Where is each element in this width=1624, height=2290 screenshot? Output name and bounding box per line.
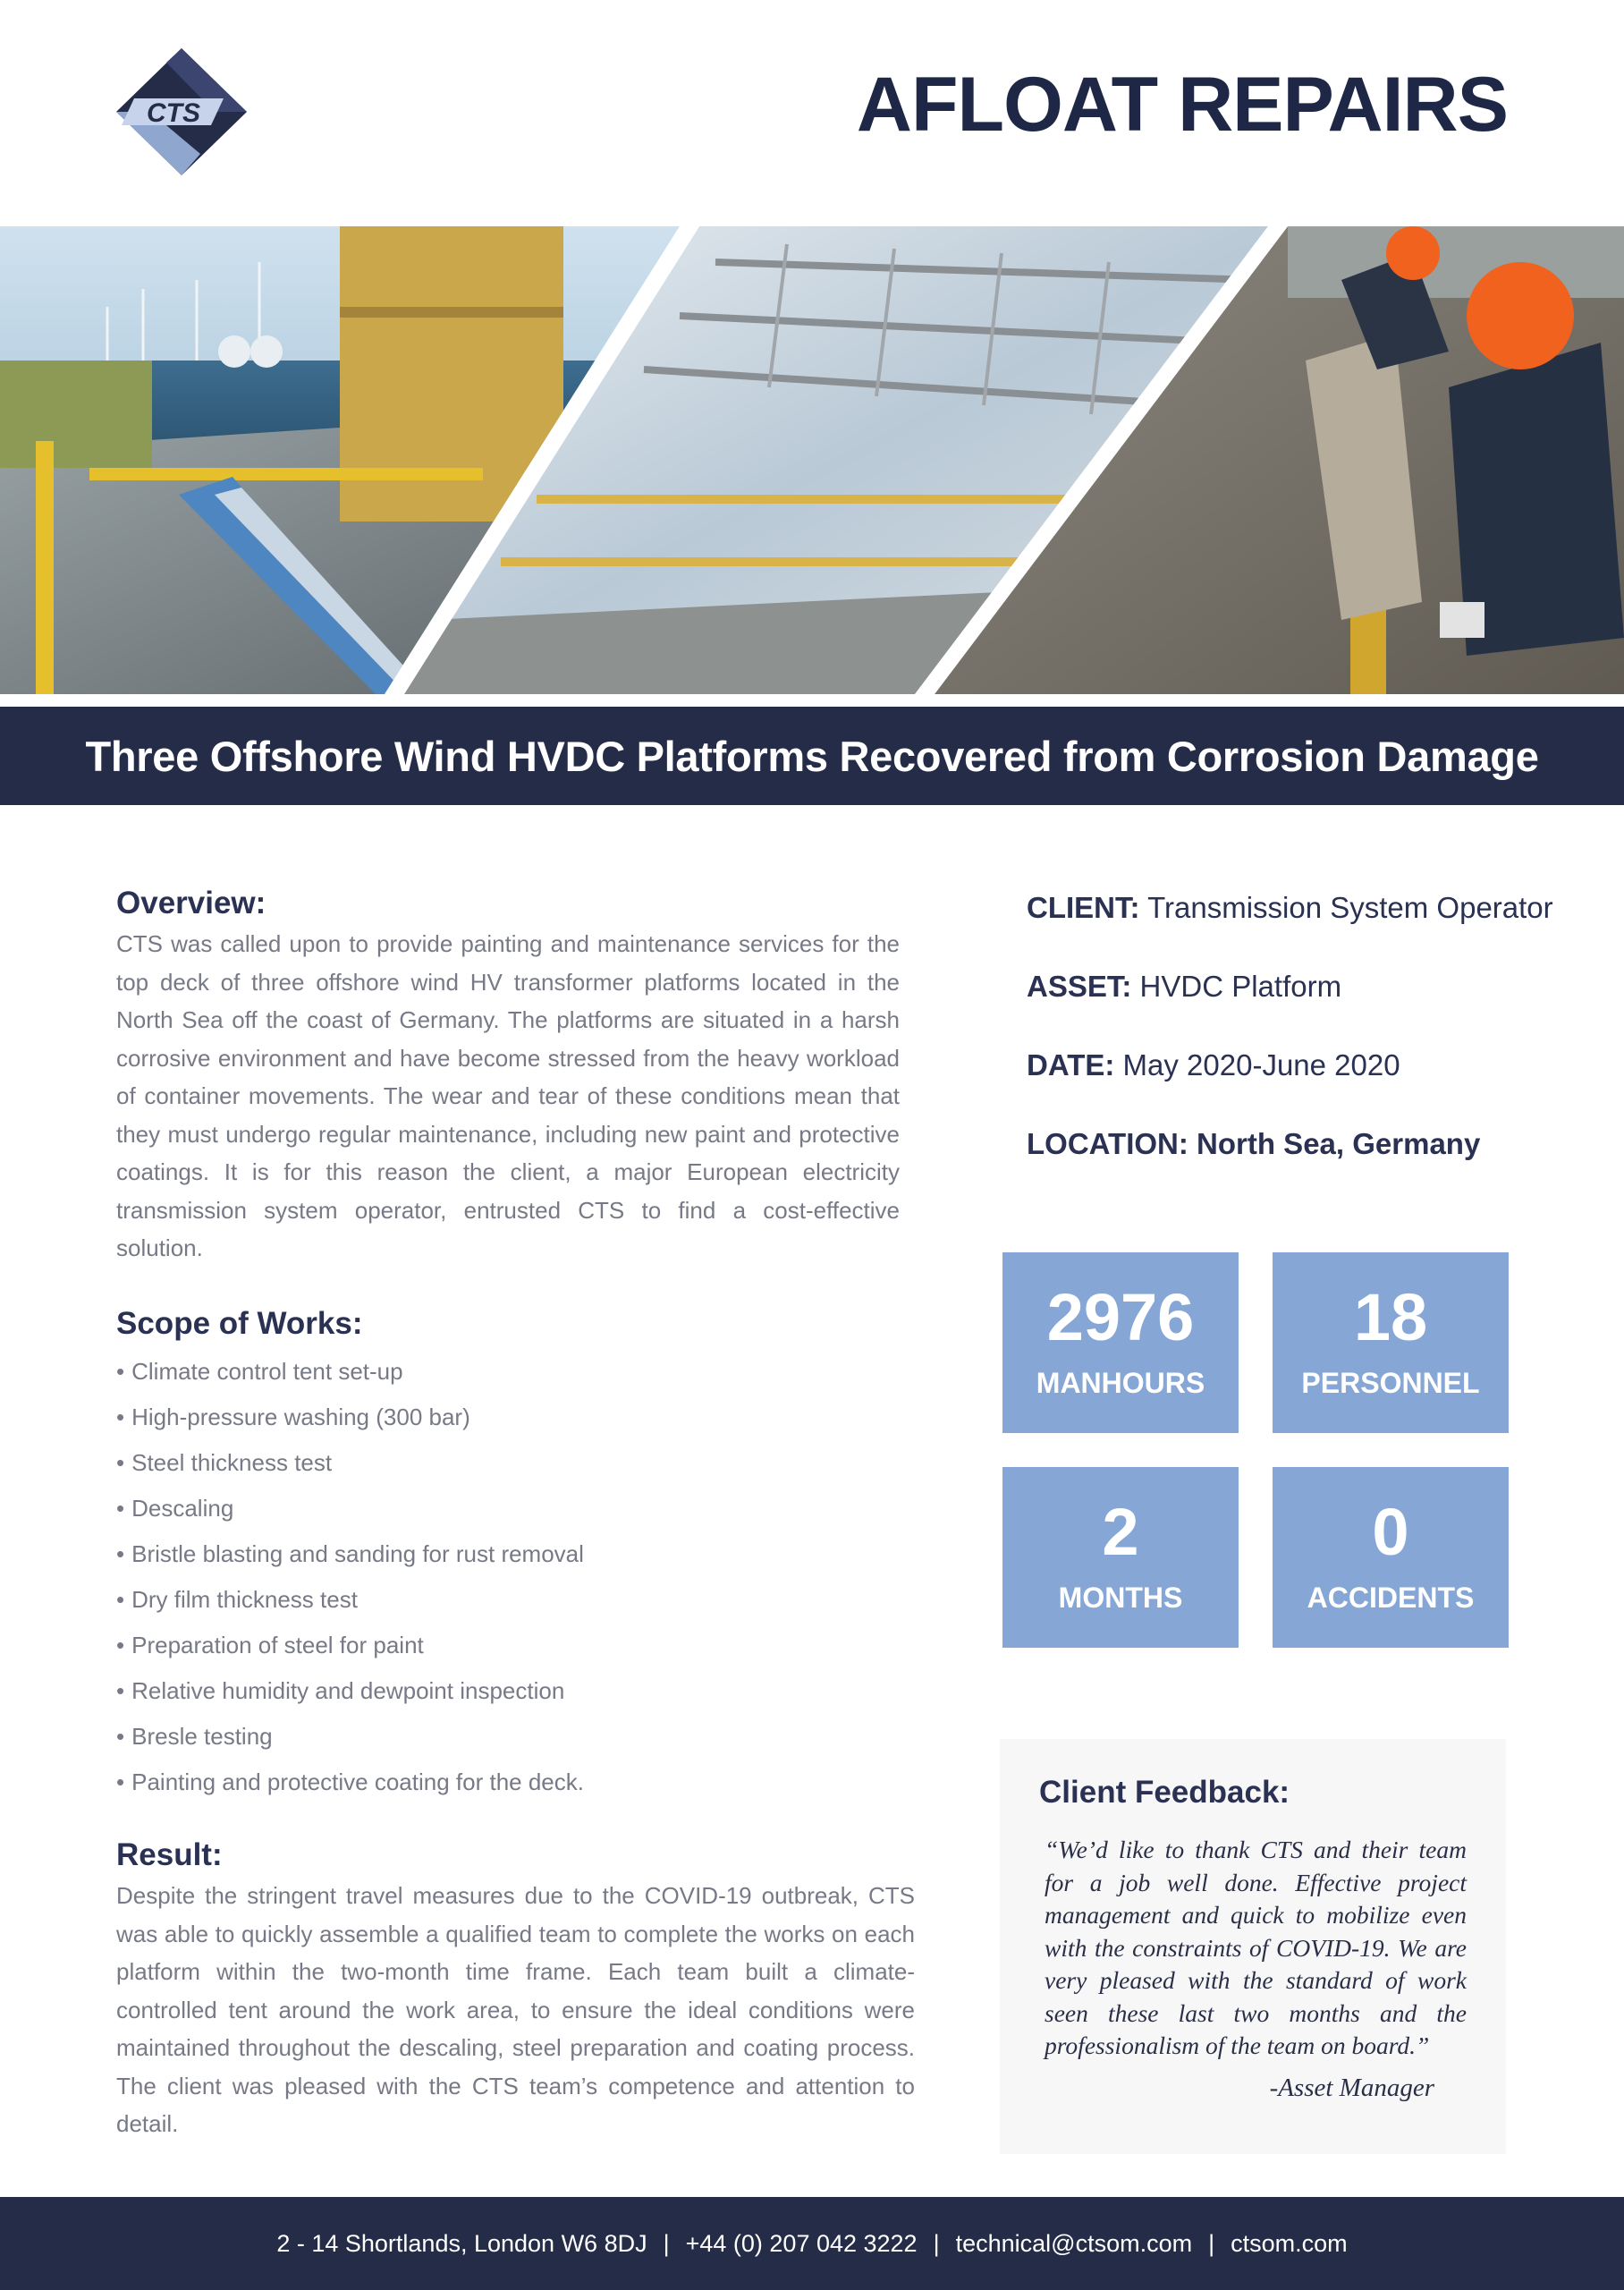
client-row [1027,886,1599,964]
headline-banner: Three Offshore Wind HVDC Platforms Recovered from Corrosion Damage [0,707,1624,805]
logo-text: CTS [147,98,200,128]
stat-label: MONTHS [1058,1582,1183,1614]
overview-section [116,886,900,1268]
list-item: • Bresle testing [116,1714,900,1760]
list-item: • Steel thickness test [116,1440,900,1486]
stat-value: 18 [1353,1280,1428,1354]
date-value: May 2020-June 2020 [1122,1048,1400,1081]
footer-separator: | [1208,2229,1215,2257]
stat-accidents [1273,1467,1509,1648]
scope-heading: Scope of Works: [116,1306,363,1341]
footer-phone[interactable]: +44 (0) 207 042 3222 [685,2229,918,2257]
stat-manhours [1002,1252,1239,1433]
feedback-quote: “We’d like to thank CTS and their team for a job well done. Effective project management and quick to mobilize even with the constraints of COVID-19. We are very pleased with the standard of work seen these last two months and the professionalism of the team on board.” [1045,1836,1467,2059]
footer-website-link[interactable]: ctsom.com [1231,2229,1348,2257]
cts-logo [114,47,249,177]
client-feedback-box [1000,1739,1506,2154]
stat-months [1002,1467,1239,1648]
list-item: • Relative humidity and dewpoint inspection [116,1668,900,1714]
stat-personnel [1273,1252,1509,1433]
list-item: • High-pressure washing (300 bar) [116,1395,900,1440]
list-item: • Bristle blasting and sanding for rust removal [116,1531,900,1577]
result-text: Despite the stringent travel measures due to the COVID-19 outbreak, CTS was able to quickly assemble a qualified team to complete the works on each platform within the two-month time frame. Each team built a climate-controlled tent around the work area, to ensure the ideal conditions were maintained throughout the descaling, steel preparation and coating process. The client was pleased with the CTS team’s competence and attention to detail. [116,1882,915,2137]
location-value: North Sea, Germany [1197,1127,1481,1160]
list-item: • Preparation of steel for paint [116,1623,900,1668]
date-label: DATE: [1027,1048,1115,1081]
footer-separator: | [663,2229,670,2257]
list-item: • Climate control tent set-up [116,1349,900,1395]
footer-separator: | [933,2229,940,2257]
stat-value: 2 [1102,1495,1139,1569]
client-value: Transmission System Operator [1147,891,1553,924]
asset-value: HVDC Platform [1139,970,1342,1003]
scope-section [116,1306,900,1805]
footer-address: 2 - 14 Shortlands, London W6 8DJ [276,2229,647,2257]
overview-text: CTS was called upon to provide painting and maintenance services for the top deck of three offshore wind HV transformer platforms located in the North Sea off the coast of Germany. The platforms are situated in a harsh corrosive environment and have become stressed from the heavy workload of container movements. The wear and tear of these conditions mean that they must undergo regular maintenance, including new paint and protective coatings. It is for this reason the client, a major European electricity transmission system operator, entrusted CTS to find a cost-effective solution. [116,930,900,1261]
photo-strip [0,226,1624,694]
location-label: LOCATION: [1027,1127,1188,1160]
overview-heading: Overview: [116,886,266,920]
project-details [1027,886,1599,1200]
footer-email-link[interactable]: technical@ctsom.com [955,2229,1193,2257]
page-title: AFLOAT REPAIRS [856,62,1508,148]
cts-diamond-logo-icon [114,47,249,177]
client-label: CLIENT: [1027,891,1140,924]
list-item: • Descaling [116,1486,900,1531]
asset-row [1027,964,1599,1043]
list-item: • Dry film thickness test [116,1577,900,1623]
result-section [116,1837,915,2143]
stat-value: 2976 [1046,1280,1195,1354]
feedback-attribution: -Asset Manager [1269,2073,1434,2102]
date-row [1027,1043,1599,1122]
stat-label: PERSONNEL [1301,1367,1480,1399]
scope-list [116,1349,900,1805]
asset-label: ASSET: [1027,970,1132,1003]
stat-label: ACCIDENTS [1307,1582,1475,1614]
stats-grid [1002,1252,1509,1648]
feedback-heading: Client Feedback: [1039,1775,1290,1810]
list-item: • Painting and protective coating for the deck. [116,1760,900,1805]
location-row [1027,1122,1599,1200]
result-heading: Result: [116,1837,223,1872]
stat-label: MANHOURS [1036,1367,1205,1399]
contact-footer [0,2197,1624,2290]
stat-value: 0 [1372,1495,1409,1569]
